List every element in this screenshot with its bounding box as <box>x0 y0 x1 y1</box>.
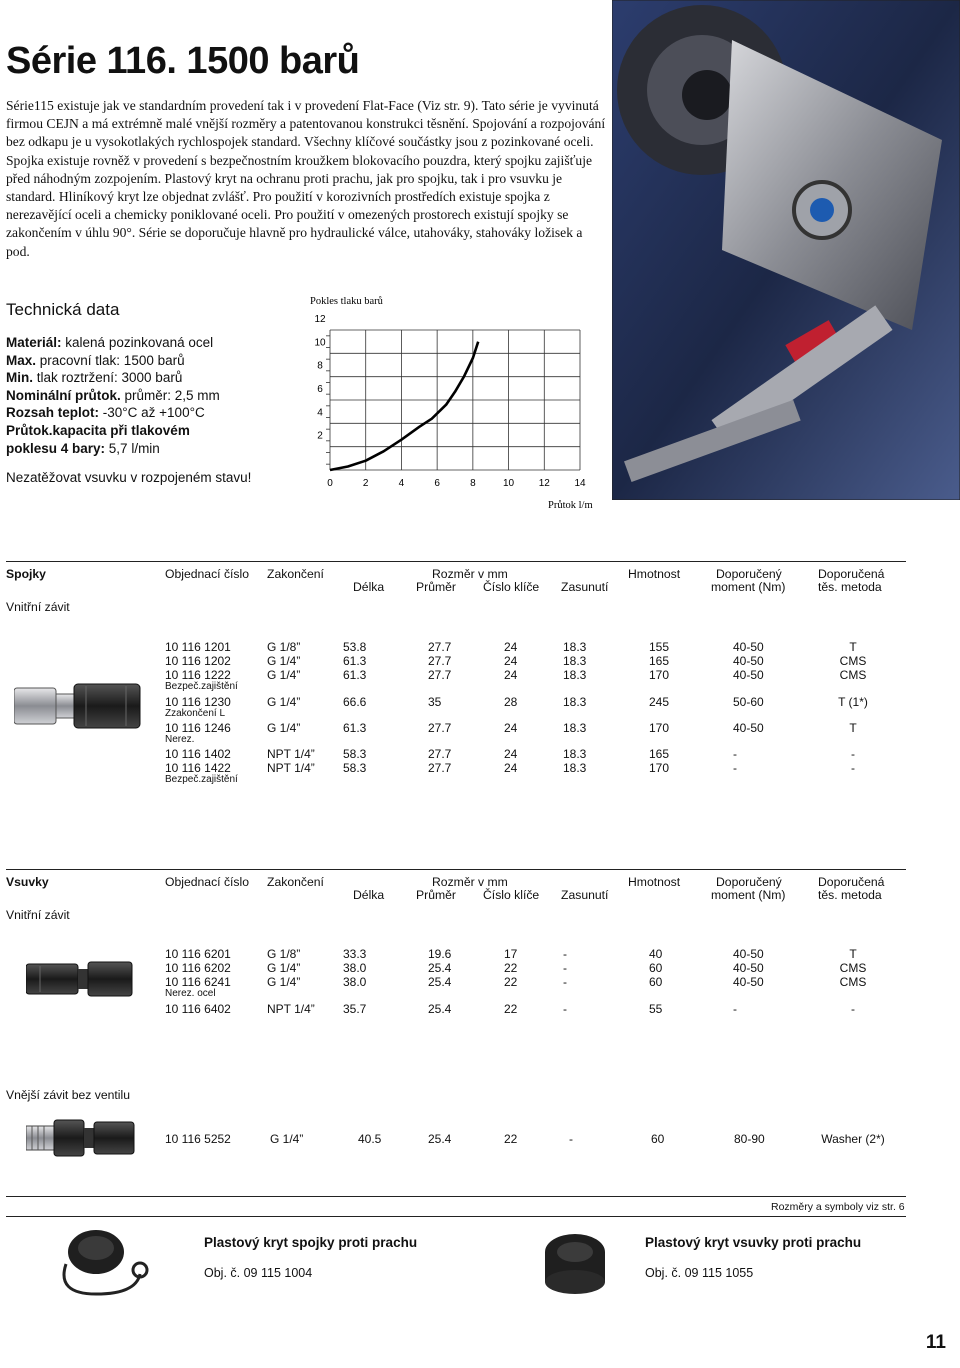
cell-len: 33.3 <box>343 947 367 961</box>
coupling-cap-image <box>36 1224 166 1309</box>
header-weight: Hmotnost <box>628 567 681 581</box>
cell-end: G 1/4” <box>267 695 301 709</box>
header-key: Číslo klíče <box>483 580 540 594</box>
cell-key: 28 <box>504 695 518 709</box>
cell-ins: 18.3 <box>563 747 587 761</box>
chart-x-tick-label: 10 <box>503 478 515 489</box>
chart-x-tick-label: 8 <box>470 478 476 489</box>
header-weight: Hmotnost <box>628 875 681 889</box>
chart-y-tick-label: 2 <box>317 430 323 442</box>
cell-key: 17 <box>504 947 518 961</box>
cell-dia: 25.4 <box>428 1002 452 1016</box>
tech-title: Technická data <box>6 300 120 319</box>
chart-x-tick-label: 12 <box>538 478 550 489</box>
chart-xlabel: Průtok l/m <box>548 500 593 511</box>
cell-order: 10 116 6202 <box>165 961 231 975</box>
header-seal2: těs. metoda <box>818 888 882 902</box>
cell-end: NPT 1/4” <box>267 1002 315 1016</box>
cell-torque: 40-50 <box>733 975 764 989</box>
tech-item: Průtok.kapacita při tlakovém <box>6 422 190 438</box>
cell-end: G 1/4” <box>267 961 301 975</box>
cell-ins: 18.3 <box>563 654 587 668</box>
section-divider <box>6 1216 906 1217</box>
cell-key: 24 <box>504 668 518 682</box>
cell-ins: 18.3 <box>563 668 587 682</box>
row-note: Bezpeč.zajištění <box>165 774 238 785</box>
header-dims: Rozměr v mm <box>432 567 508 581</box>
tech-list <box>6 334 266 457</box>
row-note: Bezpeč.zajištění <box>165 681 238 692</box>
cap-nipple-obj: Obj. č. 09 115 1055 <box>645 1266 754 1280</box>
nipple-ext-image <box>26 1114 136 1167</box>
header-end: Zakončení <box>267 567 324 581</box>
cell-order: 10 116 1201 <box>165 640 231 654</box>
cell-key: 24 <box>504 640 518 654</box>
chart-y-tick-label: 4 <box>317 407 323 419</box>
cell-weight: 165 <box>649 747 670 761</box>
cell-len: 38.0 <box>343 975 367 989</box>
header-order: Objednací číslo <box>165 567 250 581</box>
cell-ins: 18.3 <box>563 761 587 775</box>
cell-weight: 165 <box>649 654 670 668</box>
cell-order: 10 116 1246 <box>165 721 231 735</box>
footnote: Rozměry a symboly viz str. 6 <box>771 1201 905 1213</box>
header-len: Délka <box>353 580 385 594</box>
coupling-image <box>14 680 142 737</box>
cell-end: G 1/4” <box>270 1132 304 1146</box>
chart-x-tick-label: 0 <box>327 478 333 489</box>
cell-ins: 18.3 <box>563 695 587 709</box>
cell-key: 22 <box>504 961 518 975</box>
cell-ins: 18.3 <box>563 721 587 735</box>
cell-dia: 27.7 <box>428 640 452 654</box>
cell-dia: 27.7 <box>428 668 452 682</box>
warning-text: Nezatěžovat vsuvku v rozpojeném stavu! <box>6 470 252 485</box>
header-dims: Rozměr v mm <box>432 875 508 889</box>
cell-order: 10 116 1202 <box>165 654 231 668</box>
cell-seal: CMS <box>839 961 867 975</box>
nipple-image <box>26 956 134 1007</box>
cell-ins: 18.3 <box>563 640 587 654</box>
cell-end: G 1/4” <box>267 668 301 682</box>
cell-end: G 1/4” <box>267 654 301 668</box>
nipples-sub2: Vnější závit bez ventilu <box>6 1088 130 1102</box>
header-seal2: těs. metoda <box>818 580 882 594</box>
row-note: Nerez. <box>165 734 195 745</box>
cell-len: 58.3 <box>343 761 367 775</box>
cell-torque: 40-50 <box>733 961 764 975</box>
cell-seal: - <box>851 761 855 775</box>
cell-dia: 25.4 <box>428 975 452 989</box>
cell-dia: 27.7 <box>428 761 452 775</box>
cell-weight: 170 <box>649 761 670 775</box>
cell-len: 66.6 <box>343 695 367 709</box>
cell-weight: 55 <box>649 1002 663 1016</box>
row-note: Zzakončení L <box>165 708 226 719</box>
tech-item: Materiál: kalená pozinkovaná ocel <box>6 335 214 350</box>
tech-item: Rozsah teplot: -30°C až +100°C <box>6 405 205 421</box>
header-order: Objednací číslo <box>165 875 250 889</box>
cell-seal: CMS <box>839 654 867 668</box>
cell-order: 10 116 1222 <box>165 668 231 682</box>
tech-item: poklesu 4 bary: 5,7 l/min <box>6 440 160 456</box>
tech-item: Min. tlak roztržení: 3000 barů <box>6 370 183 386</box>
cell-seal: T <box>849 721 857 735</box>
cell-order: 10 116 6241 <box>165 975 231 989</box>
cell-torque: - <box>733 761 737 775</box>
header-dia: Průměr <box>416 580 456 594</box>
cell-order: 10 116 1402 <box>165 747 231 761</box>
cell-seal: CMS <box>839 975 867 989</box>
cell-seal: T <box>849 947 857 961</box>
cell-seal: CMS <box>839 668 867 682</box>
cap-nipple-title: Plastový kryt vsuvky proti prachu <box>645 1235 862 1250</box>
cell-torque: 40-50 <box>733 721 764 735</box>
cell-ins: - <box>563 1002 567 1016</box>
header-end: Zakončení <box>267 875 324 889</box>
cell-seal: - <box>851 747 855 761</box>
cap-coupling-obj: Obj. č. 09 115 1004 <box>204 1266 313 1280</box>
cell-ins: - <box>569 1132 573 1146</box>
chart-x-tick-label: 6 <box>434 478 440 489</box>
couplings-sub: Vnitřní závit <box>6 600 70 614</box>
cell-len: 40.5 <box>358 1132 382 1146</box>
cell-seal: T <box>849 640 857 654</box>
chart-title: Pokles tlaku barů <box>310 296 383 307</box>
cell-key: 24 <box>504 761 518 775</box>
cell-order: 10 116 6201 <box>165 947 231 961</box>
tech-item: Max. pracovní tlak: 1500 barů <box>6 352 185 368</box>
cell-len: 61.3 <box>343 654 367 668</box>
cell-key: 22 <box>504 1002 518 1016</box>
cell-key: 24 <box>504 654 518 668</box>
nipples-sub: Vnitřní závit <box>6 908 70 922</box>
cell-torque: 40-50 <box>733 640 764 654</box>
row-note: Nerez. ocel <box>165 988 216 999</box>
cell-weight: 60 <box>649 975 663 989</box>
cap-coupling-title: Plastový kryt spojky proti prachu <box>204 1235 418 1250</box>
cell-len: 58.3 <box>343 747 367 761</box>
page-number: 11 <box>925 1332 946 1353</box>
cell-dia: 35 <box>428 695 442 709</box>
cell-end: NPT 1/4” <box>267 747 315 761</box>
cell-seal: - <box>851 1002 855 1016</box>
chart-x-tick-label: 4 <box>398 478 405 489</box>
cell-end: G 1/8” <box>267 640 301 654</box>
chart-y-tick-label: 6 <box>317 384 323 395</box>
cell-ins: - <box>563 947 567 961</box>
cell-order: 10 116 1230 <box>165 695 231 709</box>
cell-torque: - <box>733 1002 737 1016</box>
product-photo <box>612 0 960 500</box>
cell-len: 61.3 <box>343 721 367 735</box>
cell-seal: T (1*) <box>838 695 868 709</box>
cell-dia: 27.7 <box>428 654 452 668</box>
page-title: Série 116. 1500 barů <box>6 40 360 82</box>
cell-torque: 80-90 <box>734 1132 765 1146</box>
header-key: Číslo klíče <box>483 888 540 902</box>
cell-key: 24 <box>504 747 518 761</box>
cell-torque: 50-60 <box>733 695 764 709</box>
cell-order: 10 116 6402 <box>165 1002 231 1016</box>
couplings-heading: Spojky <box>6 567 46 581</box>
header-ins: Zasunutí <box>561 580 609 594</box>
tech-item: Nominální průtok. průměr: 2,5 mm <box>6 387 220 403</box>
chart-series-line <box>330 342 478 470</box>
pressure-drop-chart <box>298 292 618 517</box>
cell-end: G 1/8” <box>267 947 301 961</box>
cell-weight: 170 <box>649 668 670 682</box>
header-seal: Doporučená <box>818 875 885 889</box>
cell-weight: 170 <box>649 721 670 735</box>
cell-torque: - <box>733 747 737 761</box>
chart-y-tick-label: 8 <box>317 360 323 372</box>
cell-dia: 27.7 <box>428 747 452 761</box>
header-torque2: moment (Nm) <box>711 580 786 594</box>
cell-key: 24 <box>504 721 518 735</box>
cell-weight: 40 <box>649 947 663 961</box>
cell-weight: 60 <box>651 1132 665 1146</box>
chart-x-tick-label: 14 <box>574 478 586 489</box>
nipple-cap-image <box>520 1226 630 1311</box>
section-divider <box>6 561 906 562</box>
section-divider <box>6 869 906 870</box>
chart-y-tick-label: 12 <box>314 314 326 325</box>
cell-ins: - <box>563 961 567 975</box>
cell-order: 10 116 1422 <box>165 761 231 775</box>
nipples-heading: Vsuvky <box>6 875 49 889</box>
header-seal: Doporučená <box>818 567 885 581</box>
section-divider <box>6 1196 906 1197</box>
chart-x-tick-label: 2 <box>362 478 369 489</box>
cell-end: G 1/4” <box>267 721 301 735</box>
cell-key: 22 <box>504 975 518 989</box>
cell-seal: Washer (2*) <box>821 1132 885 1146</box>
header-torque: Doporučený <box>716 567 782 581</box>
cell-torque: 40-50 <box>733 947 764 961</box>
header-torque: Doporučený <box>716 875 782 889</box>
cell-weight: 60 <box>649 961 663 975</box>
cell-dia: 25.4 <box>428 961 452 975</box>
header-len: Délka <box>353 888 385 902</box>
chart-y-tick-label: 10 <box>314 337 326 349</box>
header-torque2: moment (Nm) <box>711 888 786 902</box>
cell-end: NPT 1/4” <box>267 761 315 775</box>
cell-len: 35.7 <box>343 1002 367 1016</box>
cell-len: 38.0 <box>343 961 367 975</box>
cell-weight: 155 <box>649 640 670 654</box>
cell-len: 53.8 <box>343 640 367 654</box>
cell-end: G 1/4” <box>267 975 301 989</box>
cell-order: 10 116 5252 <box>165 1132 231 1146</box>
cell-dia: 25.4 <box>428 1132 452 1146</box>
cell-dia: 19.6 <box>428 947 452 961</box>
cell-key: 22 <box>504 1132 518 1146</box>
cell-torque: 40-50 <box>733 668 764 682</box>
cell-ins: - <box>563 975 567 989</box>
cell-dia: 27.7 <box>428 721 452 735</box>
cell-weight: 245 <box>649 695 670 709</box>
cell-torque: 40-50 <box>733 654 764 668</box>
header-dia: Průměr <box>416 888 456 902</box>
cell-len: 61.3 <box>343 668 367 682</box>
intro-paragraph: Série115 existuje jak ve standardním provedení tak i v provedení Flat-Face (Viz str. 9). Tato série je vyvinutá firmou CEJN a má extrémně malé vnější rozměry a patentovanou konstrukci těsnění. Spojování a rozpojování bez odkapu je u vysokotlakých rychlospojek standard. Všechny klíčové součástky jsou z pozinkované oceli. Spojka existuje rovněž v provedení s bezpečnostním kroužkem blokovacího pouzdra, který spojku zajišťuje před náhodným zozpojením. Plastový kryt na ochranu proti prachu, jak pro spojku, tak i pro vsuvku je standard. Hliníkový kryt lze objednat zvlášť. Pro použití v korozivních prostředích existuje spojka z nerezavějící oceli a chemicky poniklované oceli. Pro použití v omezených prostorech existují spojky se zakončením v úhlu 90°. Série se doporučuje hlavně pro hydraulické válce, utahováky, stahováky ložisek a pod. <box>6 98 606 259</box>
header-ins: Zasunutí <box>561 888 609 902</box>
